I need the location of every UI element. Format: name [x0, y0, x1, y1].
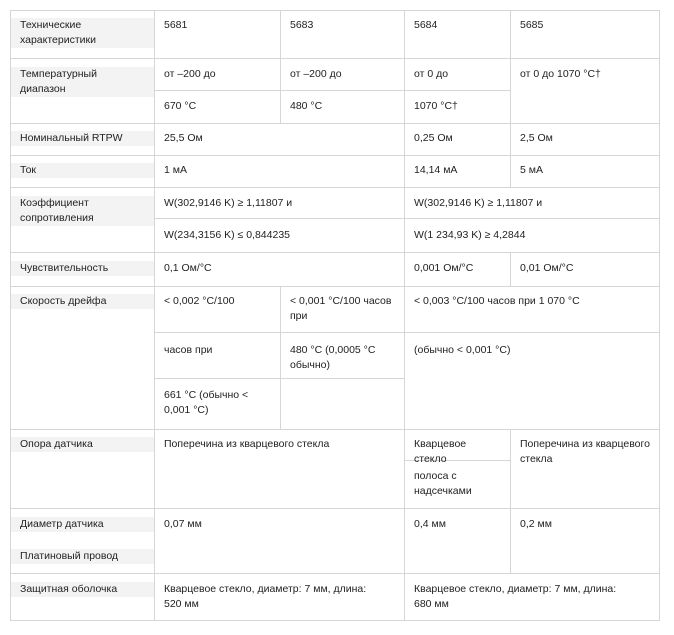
row-label-rtpw: Номинальный RTPW	[11, 131, 154, 146]
row-label-platinum-wire: Платиновый провод	[11, 549, 154, 564]
header-model-5684: 5684	[414, 19, 438, 31]
support-5684-cont: полоса с надсечками	[414, 470, 472, 497]
diameter-5684: 0,4 мм	[414, 518, 446, 530]
drift-5683-line1: < 0,001 °C/100 часов при	[290, 295, 392, 322]
support-5684: Кварцевое стекло	[414, 438, 467, 465]
spec-table	[10, 10, 660, 621]
rtpw-5685: 2,5 Ом	[520, 132, 553, 144]
drift-5684-5685-line1: < 0,003 °C/100 часов при 1 070 °C	[414, 295, 580, 307]
support-5681-5683: Поперечина из кварцевого стекла	[164, 438, 330, 450]
temp-range-5681: от –200 до	[164, 68, 216, 80]
current-5685: 5 мА	[520, 164, 543, 176]
current-5684: 14,14 мА	[414, 164, 458, 176]
temp-range-5681-cont: 670 °C	[164, 100, 197, 112]
rtpw-5684: 0,25 Ом	[414, 132, 453, 144]
row-label-sensor-diameter: Диаметр датчика	[11, 517, 154, 532]
header-model-5681: 5681	[164, 19, 188, 31]
row-label-sensor-support: Опора датчика	[11, 437, 154, 452]
drift-5681-line1: < 0,002 °C/100	[164, 295, 235, 307]
sensitivity-5685: 0,01 Ом/°C	[520, 262, 574, 274]
coeff-5681-5683-line2: W(234,3156 K) ≤ 0,844235	[164, 229, 291, 241]
header-label-cell: Технические характеристики	[11, 18, 154, 48]
sheath-5684-5685: Кварцевое стекло, диаметр: 7 мм, длина: 680 мм	[414, 583, 617, 610]
header-model-5685: 5685	[520, 19, 544, 31]
temp-range-5684: от 0 до	[414, 68, 449, 80]
row-label-current: Ток	[11, 163, 154, 178]
temp-range-5684-cont: 1070 °C†	[414, 100, 458, 112]
sensitivity-5684: 0,001 Ом/°C	[414, 262, 474, 274]
current-5681-5683: 1 мА	[164, 164, 187, 176]
sensitivity-5681-5683: 0,1 Ом/°C	[164, 262, 212, 274]
diameter-5685: 0,2 мм	[520, 518, 552, 530]
row-label-protective-sheath: Защитная оболочка	[11, 582, 154, 597]
coeff-5684-5685-line2: W(1 234,93 K) ≥ 4,2844	[414, 229, 526, 241]
row-label-temp-range: Температурный диапазон	[11, 67, 154, 97]
support-5685: Поперечина из кварцевого стекла	[520, 438, 650, 465]
coeff-5684-5685-line1: W(302,9146 K) ≥ 1,11807 и	[414, 197, 543, 209]
row-label-drift-rate: Скорость дрейфа	[11, 294, 154, 309]
row-label-sensitivity: Чувствительность	[11, 261, 154, 276]
temp-range-5685: от 0 до 1070 °C†	[520, 68, 601, 80]
temp-range-5683: от –200 до	[290, 68, 342, 80]
drift-5684-5685-line2: (обычно < 0,001 °C)	[414, 344, 511, 356]
temp-range-5683-cont: 480 °C	[290, 100, 323, 112]
diameter-5681-5683: 0,07 мм	[164, 518, 202, 530]
drift-5681-line3: 661 °C (обычно < 0,001 °C)	[164, 389, 249, 416]
coeff-5681-5683-line1: W(302,9146 K) ≥ 1,11807 и	[164, 197, 293, 209]
drift-5683-line2: 480 °C (0,0005 °C обычно)	[290, 344, 376, 371]
drift-5681-line2: часов при	[164, 344, 213, 356]
header-model-5683: 5683	[290, 19, 314, 31]
rtpw-5681-5683: 25,5 Ом	[164, 132, 203, 144]
row-label-resistance-coeff: Коэффициент сопротивления	[11, 196, 154, 226]
sheath-5681-5683: Кварцевое стекло, диаметр: 7 мм, длина: 520 мм	[164, 583, 367, 610]
